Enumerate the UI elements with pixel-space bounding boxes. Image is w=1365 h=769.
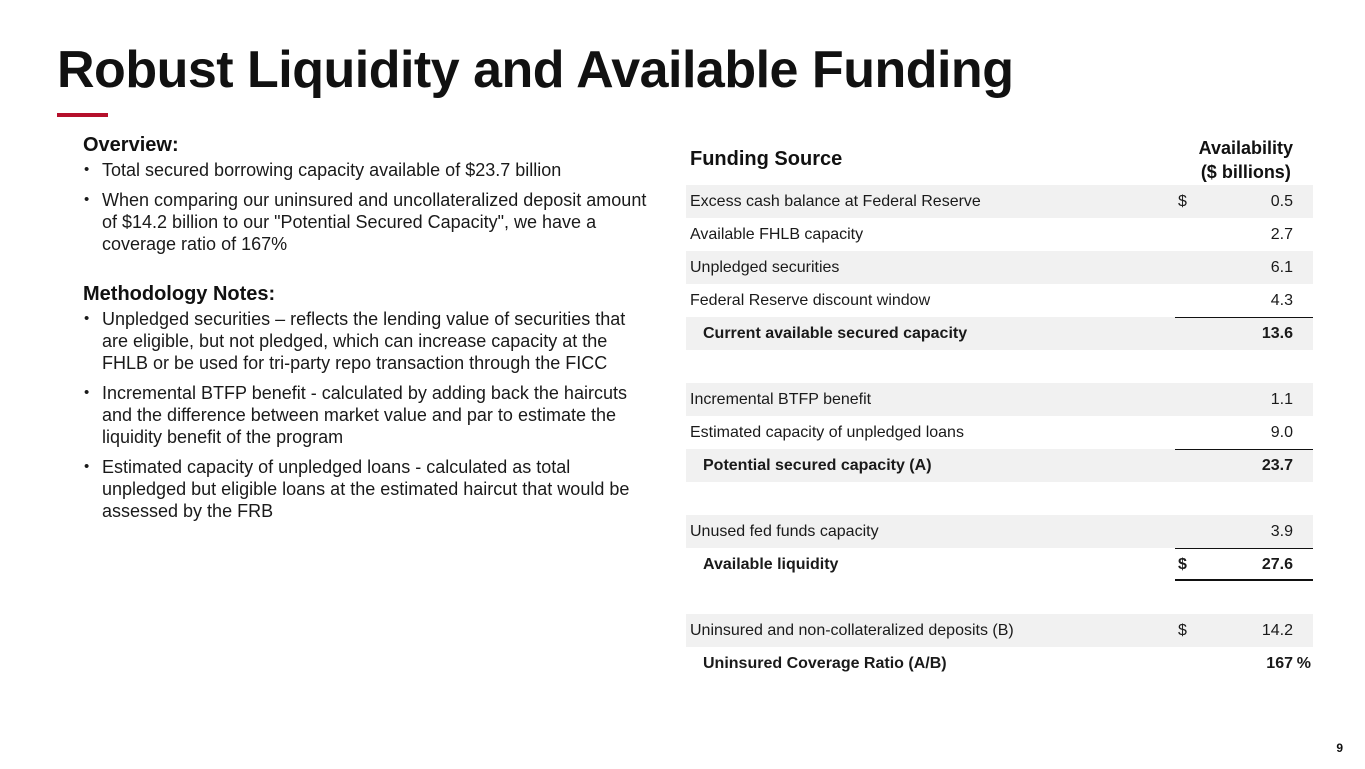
page-title: Robust Liquidity and Available Funding: [57, 41, 1014, 99]
overview-list: [83, 159, 653, 255]
row-label: Uninsured Coverage Ratio (A/B): [703, 655, 947, 672]
row-label: Unused fed funds capacity: [690, 523, 879, 540]
bullet-icon: •: [84, 310, 90, 327]
table-row: [686, 416, 1313, 449]
row-value: 27.6: [1261, 556, 1293, 573]
table-row: [686, 218, 1313, 251]
row-label: Available FHLB capacity: [690, 226, 864, 243]
row-label: Incremental BTFP benefit: [690, 391, 872, 408]
row-currency: $: [1178, 193, 1187, 210]
bullet-icon: •: [84, 161, 90, 178]
table-row: [686, 383, 1313, 416]
header-funding-source: Funding Source: [690, 148, 843, 170]
row-unit: %: [1296, 655, 1311, 672]
overview-bullet: • When comparing our uninsured and uncollateralized deposit amount of $14.2 billion to our "Potential Secured Capacity", we have a coverage ratio of 167%: [84, 190, 647, 254]
row-label: Federal Reserve discount window: [690, 292, 931, 309]
methodology-bullet: • Estimated capacity of unpledged loans - calculated as total unpledged but eligible loans at the estimated haircut that would be assessed by the FRB: [84, 457, 630, 521]
row-label: Available liquidity: [703, 556, 839, 573]
row-label: Potential secured capacity (A): [703, 457, 932, 474]
table-spacer: [686, 581, 1313, 614]
row-value: 13.6: [1261, 325, 1293, 342]
bullet-icon: •: [84, 384, 90, 401]
row-value: 0.5: [1270, 193, 1293, 210]
overview-bullet: • Total secured borrowing capacity available of $23.7 billion: [84, 160, 562, 180]
row-value: 4.3: [1270, 292, 1293, 309]
bullet-icon: •: [84, 191, 90, 208]
row-value: 167: [1266, 655, 1293, 672]
methodology-heading: Methodology Notes:: [83, 283, 276, 305]
row-value: 1.1: [1270, 391, 1293, 408]
methodology-list: [83, 308, 653, 522]
row-label: Uninsured and non-collateralized deposits (B): [690, 622, 1014, 639]
row-value: 9.0: [1270, 424, 1293, 441]
row-label: Estimated capacity of unpledged loans: [690, 424, 964, 441]
methodology-bullet: • Unpledged securities – reflects the lending value of securities that are eligible, but not pledged, which can increase capacity at the FHLB or be used for tri-party repo transaction through the FICC: [84, 309, 626, 373]
row-currency: $: [1178, 622, 1187, 639]
table-row-subtotal: [686, 317, 1313, 350]
header-availability: Availability ($ billions): [1198, 138, 1293, 182]
page-number: 9: [1336, 741, 1343, 755]
row-value: 3.9: [1270, 523, 1293, 540]
table-header: [686, 134, 1313, 185]
table-row: [686, 614, 1313, 647]
table-row: [686, 251, 1313, 284]
table-row-total: [686, 548, 1313, 581]
funding-table: [686, 134, 1313, 680]
overview-heading: Overview:: [83, 134, 179, 156]
title-accent-rule: [57, 113, 108, 117]
table-row: [686, 515, 1313, 548]
table-row: [686, 284, 1313, 317]
row-value: 14.2: [1261, 622, 1293, 639]
row-currency: $: [1178, 556, 1187, 573]
row-label: Unpledged securities: [690, 259, 840, 276]
table-row-subtotal: [686, 449, 1313, 482]
methodology-bullet: • Incremental BTFP benefit - calculated by adding back the haircuts and the difference between market value and par to estimate the liquidity benefit of the program: [84, 383, 627, 447]
table-spacer: [686, 350, 1313, 383]
table-row: [686, 185, 1313, 218]
row-value: 2.7: [1270, 226, 1293, 243]
row-label: Current available secured capacity: [703, 325, 968, 342]
bullet-icon: •: [84, 458, 90, 475]
row-value: 23.7: [1261, 457, 1293, 474]
notes-panel: [83, 134, 653, 522]
row-label: Excess cash balance at Federal Reserve: [690, 193, 981, 210]
table-row-ratio: [686, 647, 1313, 680]
table-spacer: [686, 482, 1313, 515]
row-value: 6.1: [1270, 259, 1293, 276]
